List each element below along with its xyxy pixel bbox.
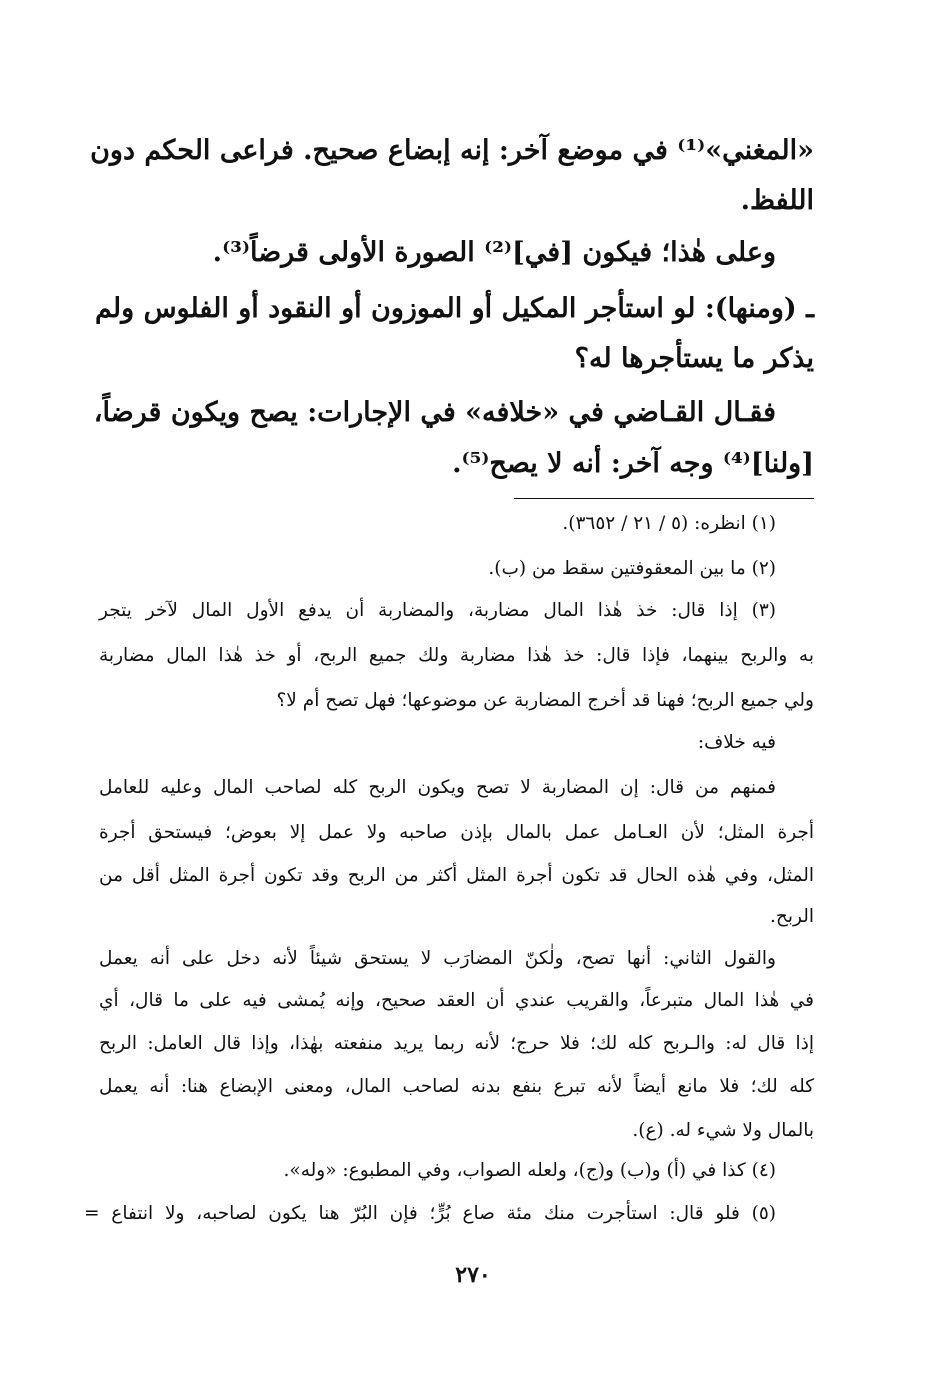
footnote-3-line-13: بالمال ولا شيء له. (ع). — [632, 1120, 814, 1141]
footnote-3-line-6: أجرة المثل؛ لأن العـامل عمل بالمال بإذن صاحبه ولا عمل إلا بعوض؛ فيستحق أجرة — [99, 822, 814, 843]
footnote-3-line-1: (٣) إذا قال: خذ هٰذا المال مضاربة، والمضاربة أن يدفع الأول المال لآخر يتجر — [99, 600, 776, 621]
footnote-separator — [514, 498, 814, 499]
footnote-3-line-4: فيه خلاف: — [697, 732, 776, 753]
main-line-5: يذكر ما يستأجرها له؟ — [574, 343, 814, 374]
footnote-3-line-10: في هٰذا المال متبرعاً، والقريب عندي أن العقد صحيح، وإنه يُمشى فيه على ما قال، أي — [99, 990, 814, 1011]
main-line-2: اللفظ. — [740, 185, 814, 216]
footnote-3-line-8: الربح. — [770, 906, 814, 927]
footnote-3-line-12: كله لك؛ فلا مانع أيضاً لأنه تبرع بنفع بدنه لصاحب المال، ومعنى الإبضاع هنا: أنه يعمل — [99, 1076, 814, 1097]
footnote-3-line-2: به والربح بينهما، فإذا قال: خذ هٰذا مضاربة ولك جميع الربح، أو خذ هٰذا المال مضاربة — [99, 645, 814, 666]
footnote-3-line-5: فمنهم من قال: إن المضاربة لا تصح ويكون الربح كله لصاحب المال وعليه للعامل — [99, 777, 776, 798]
main-line-1: «المغني»⁽¹⁾ في موضع آخر: إنه إبضاع صحيح. فراعى الحكم دون — [90, 135, 814, 166]
main-line-3: وعلى هٰذا؛ فيكون [في]⁽²⁾ الصورة الأولى قرضاً⁽³⁾. — [212, 237, 776, 268]
footnote-3-line-3: ولي جميع الربح؛ فهنا قد أخرج المضاربة عن موضوعها؛ فهل تصح أم لا؟ — [276, 690, 814, 711]
page-number: ٢٧٠ — [455, 1262, 491, 1288]
footnote-3-line-7: المثل، وفي هٰذه الحال قد تكون أجرة المثل أكثر من الربح وقد تكون أجرة المثل أقل من — [99, 865, 814, 886]
main-line-6: فقـال القـاضي في «خلافه» في الإجارات: يصح ويكون قرضاً، — [93, 397, 776, 428]
footnote-2: (٢) ما بين المعقوفتين سقط من (ب). — [488, 558, 776, 579]
footnote-1: (١) انظره: (٥ / ٢١ / ٣٦٥٢). — [562, 513, 776, 534]
footnote-5: (٥) فلو قال: استأجرت منك مئة صاع بُرٍّ؛ فإن البُرّ هنا يكون لصاحبه، ولا انتفاع = — [84, 1203, 776, 1224]
main-line-4: ـ (ومنها): لو استأجر المكيل أو الموزون أو النقود أو الفلوس ولم — [94, 293, 814, 324]
footnote-4: (٤) كذا في (أ) و(ب) و(ج)، ولعله الصواب، وفي المطبوع: «وله». — [283, 1160, 776, 1181]
main-line-7: [ولنا]⁽⁴⁾ وجه آخر: أنه لا يصح⁽⁵⁾. — [452, 448, 814, 479]
footnote-3-line-11: إذا قال له: والـربح كله لك؛ فلا حرج؛ لأنه ربما يريد منفعته بهٰذا، وإذا قال العامل: الربح — [99, 1033, 814, 1054]
footnote-3-line-9: والقول الثاني: أنها تصح، ولٰكنّ المضارَب لا يستحق شيئاً لأنه دخل على أنه يعمل — [99, 948, 776, 969]
